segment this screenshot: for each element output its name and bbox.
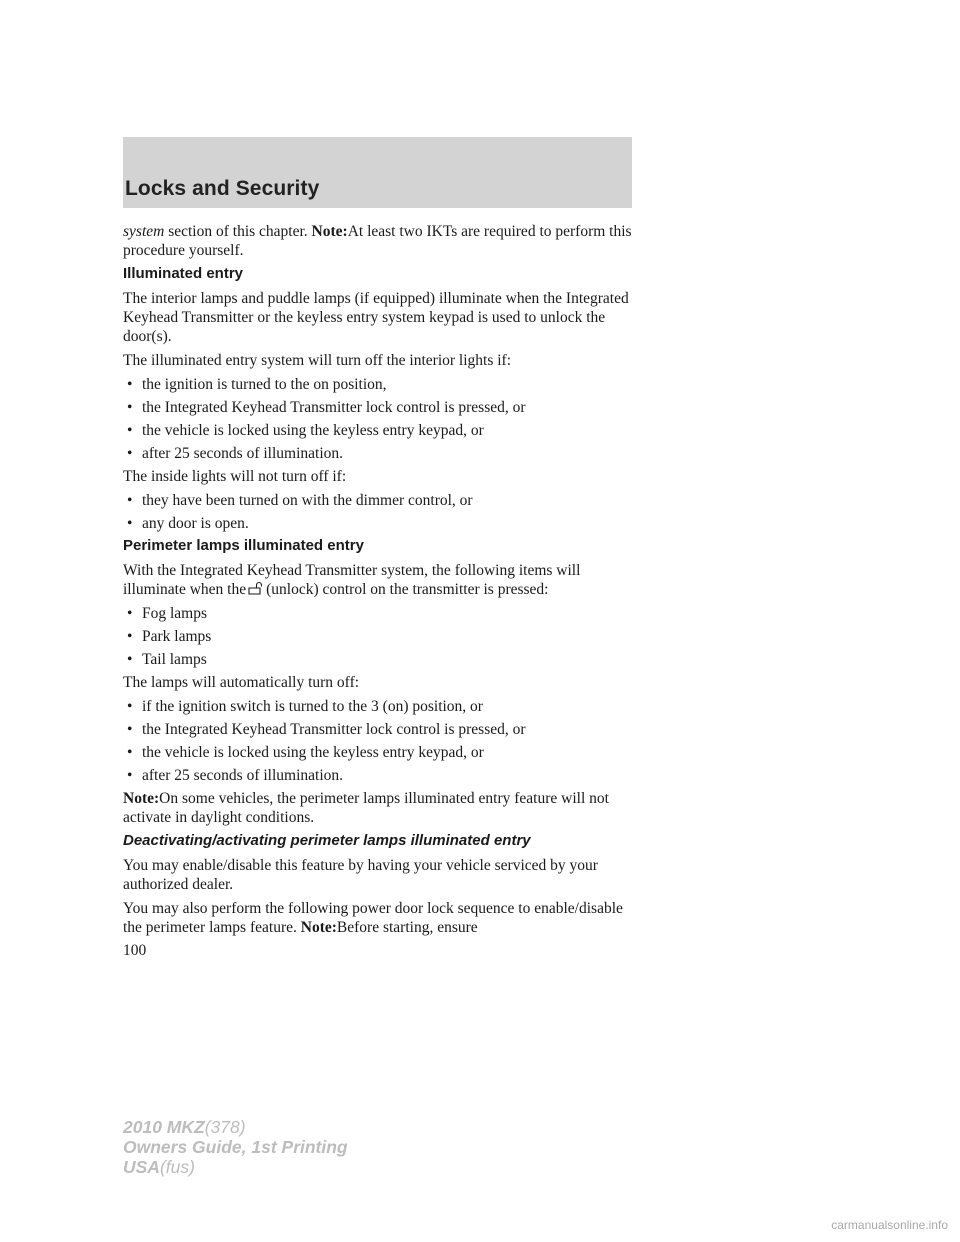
section-header: [123, 137, 632, 208]
list-item: • if the ignition switch is turned to the 3 (on) position, or: [123, 697, 643, 716]
heading-deactivating: Deactivating/activating perimeter lamps illuminated entry: [123, 832, 531, 849]
paragraph: With the Integrated Keyhead Transmitter system, the following items will illuminate when the (unlock) control on the transmitter is pressed:: [123, 562, 581, 598]
heading-perimeter-lamps: Perimeter lamps illuminated entry: [123, 537, 364, 554]
intro-paragraph: system section of this chapter. Note:At least two IKTs are required to perform this procedure yourself.: [123, 223, 632, 259]
footer-line: USA(fus): [123, 1157, 195, 1177]
list-item: • they have been turned on with the dimmer control, or: [123, 491, 643, 510]
paragraph: The illuminated entry system will turn off the interior lights if:: [123, 352, 512, 369]
footer-line: 2010 MKZ(378): [123, 1117, 246, 1137]
print-footer: [123, 1117, 348, 1177]
paragraph: The lamps will automatically turn off:: [123, 674, 360, 691]
section-title: Locks and Security: [125, 177, 320, 200]
list-item: • Park lamps: [123, 627, 643, 646]
paragraph: The interior lamps and puddle lamps (if equipped) illuminate when the Integrated Keyhead Transmitter or the keyless entry system keypad is used to unlock the door(s).: [123, 290, 629, 345]
list-item: • the ignition is turned to the on position,: [123, 375, 643, 394]
list-item: • any door is open.: [123, 514, 643, 533]
page-number: 100: [123, 942, 147, 959]
paragraph: The inside lights will not turn off if:: [123, 468, 347, 485]
stay-on-list: [123, 491, 643, 533]
list-item: • the Integrated Keyhead Transmitter lock control is pressed, or: [123, 720, 643, 739]
list-item: • Fog lamps: [123, 604, 643, 623]
turn-off-list: [123, 375, 643, 463]
footer-line: Owners Guide, 1st Printing: [123, 1137, 348, 1157]
list-item: • the vehicle is locked using the keyless entry keypad, or: [123, 743, 643, 762]
list-item: • after 25 seconds of illumination.: [123, 444, 643, 463]
lamps-list: [123, 604, 643, 669]
unlock-icon: [248, 581, 263, 595]
list-item: • the Integrated Keyhead Transmitter lock control is pressed, or: [123, 398, 643, 417]
page-content: [123, 222, 643, 942]
paragraph: You may enable/disable this feature by having your vehicle serviced by your authorized dealer.: [123, 857, 598, 893]
list-item: • after 25 seconds of illumination.: [123, 766, 643, 785]
auto-off-list: [123, 697, 643, 785]
list-item: • the vehicle is locked using the keyless entry keypad, or: [123, 421, 643, 440]
note-paragraph: Note:On some vehicles, the perimeter lamps illuminated entry feature will not activate in daylight conditions.: [123, 790, 609, 826]
watermark: carmanualsonline.info: [831, 1218, 948, 1232]
paragraph: You may also perform the following power door lock sequence to enable/disable the perimeter lamps feature. Note:Before starting, ensure: [123, 900, 623, 936]
list-item: • Tail lamps: [123, 650, 643, 669]
heading-illuminated-entry: Illuminated entry: [123, 265, 244, 282]
